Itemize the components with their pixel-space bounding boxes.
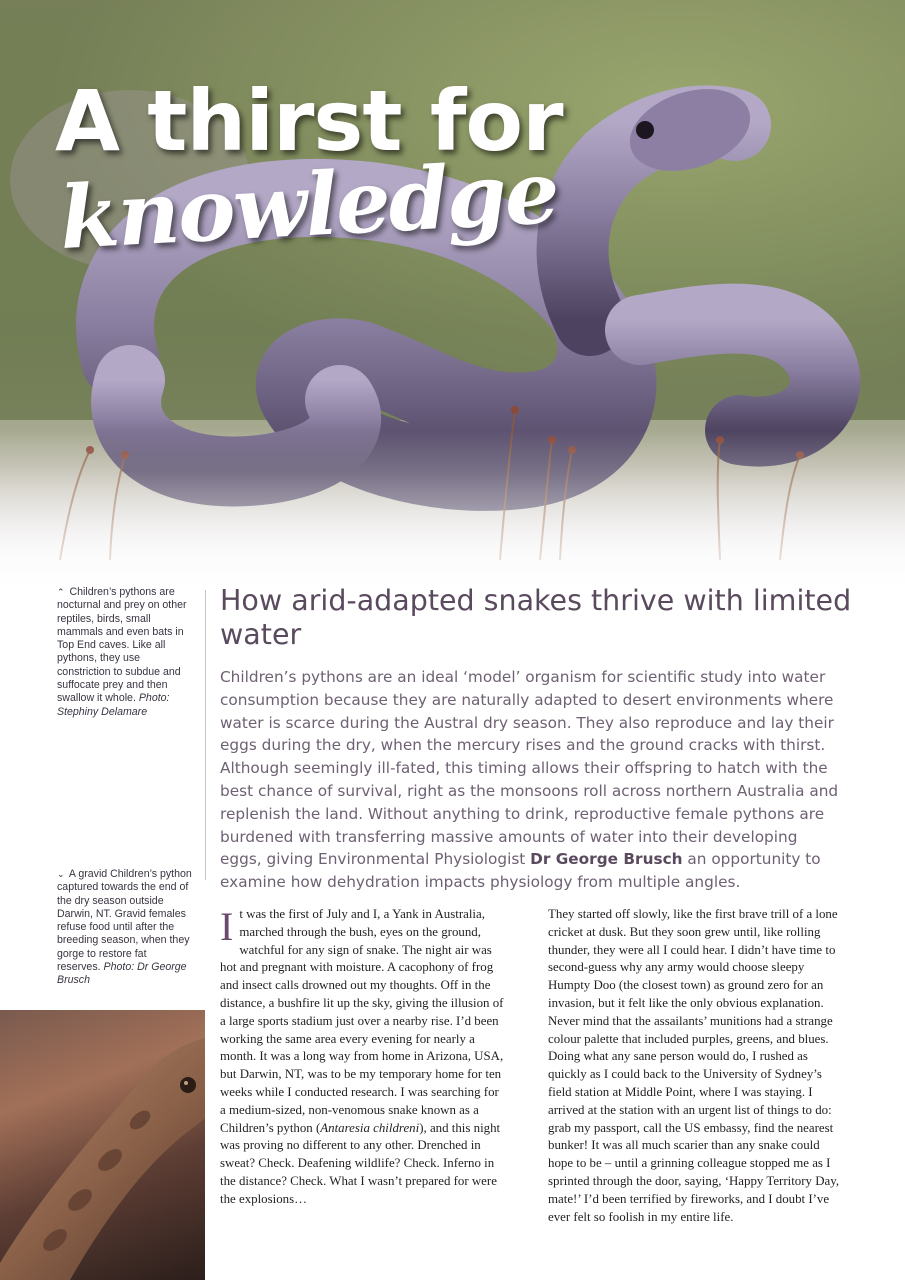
title-line-1: A thirst for [55,72,563,170]
body-column-1 [220,906,505,1209]
species-name: Antaresia childreni [320,1120,420,1135]
caption-1-credit: Photo: Stephiny Delamare [57,692,170,718]
title-line-2: knowledge [57,142,560,269]
column-divider [205,590,206,880]
gravid-python-illustration [0,1010,205,1280]
snake-eye [636,121,654,139]
snake-eye-2 [180,1077,196,1093]
drop-cap: I [220,904,234,949]
photo-caption-2 [57,868,192,988]
caret-up-icon: ⌃ [57,587,65,597]
subheadline: How arid-adapted snakes thrive with limited water [220,584,852,651]
body-col1-text-a: t was the first of July and I, a Yank in Australia, marched through the bush, eyes on the ground, watchful for any sign of snake. The night air was hot and pregnant with moisture. A cacophony of frog and insect calls drowned out my thoughts. Off in the distance, a bushfire lit up the sky, giving the illusion of a large sports stadium just over a nearby rise. I’d been working the same area every evening for nearly a month. It was a long way from home in Arizona, USA, but Darwin, NT, was to be my temporary home for ten weeks while I conducted research. I was searching for a medium-sized, non-venomous snake known as a Children’s python ( [220,907,504,1135]
intro-text-before: Children’s pythons are an ideal ‘model’ organism for scientific study into water consumption because they are naturally adapted to desert environments where water is scarce during the Austral dry season. They also reproduce and lay their eggs during the dry, when the mercury rises and the ground cracks with thirst. Although seemingly ill-fated, this timing allows their offspring to hatch with the best chance of survival, right as the monsoons roll across northern Australia and replenish the land. Without anything to drink, reproductive female pythons are burdened with transferring massive amounts of water into their developing eggs, giving Environmental Physiologist [220,668,839,869]
caret-down-icon: ⌄ [57,869,65,879]
snake-head-photo [0,1010,205,1280]
photo-caption-1 [57,586,192,719]
body-col1-text-b: ), and this night was proving no different to any other. Drenched in sweat? Check. Deafening wildlife? Check. Inferno in the distance? Check. What I wasn’t prepared for were the explosions… [220,1120,501,1206]
author-name: Dr George Brusch [530,850,683,869]
intro-text-after: an opportunity to examine how dehydration impacts physiology from multiple angles. [220,850,821,892]
caption-2-credit: Photo: Dr George Brusch [57,961,187,987]
hero-photo [0,0,905,600]
caption-2-text: A gravid Children’s python captured towards the end of the dry season outside Darwin, NT. Gravid females refuse food until after the breeding season, when they gorge to restore fat reserves. [57,868,192,974]
intro-paragraph [220,666,840,894]
caption-1-text: Children’s pythons are nocturnal and prey on other reptiles, birds, small mammals and even bats in Top End caves. Like all pythons, they use constriction to subdue and suffocate prey and then swallow it whole. [57,586,187,705]
body-column-2: They started off slowly, like the first brave trill of a lone cricket at dusk. But they soon grew until, like rolling thunder, they were all I could hear. I didn’t have time to second-guess why any army would choose sleepy Humpty Doo (the closest town) as ground zero for an invasion, but it felt like the only obvious explanation. Never mind that the assailants’ munitions had a strange colour palette that included purples, greens, and blues. Doing what any sane person would do, I rushed as quickly as I could back to the University of Sydney’s field station at Middle Point, where I was staying. I arrived at the station with an urgent list of things to do: grab my passport, call the US embassy, find the nearest bunker! It was all much scarier than any snake could hope to be – until a grinning colleague stopped me as I sprinted through the door, saying, ‘Happy Territory Day, mate!’ I’d been terrified by fireworks, and I doubt I’ve ever felt so foolish in my entire life. [548,907,840,1224]
